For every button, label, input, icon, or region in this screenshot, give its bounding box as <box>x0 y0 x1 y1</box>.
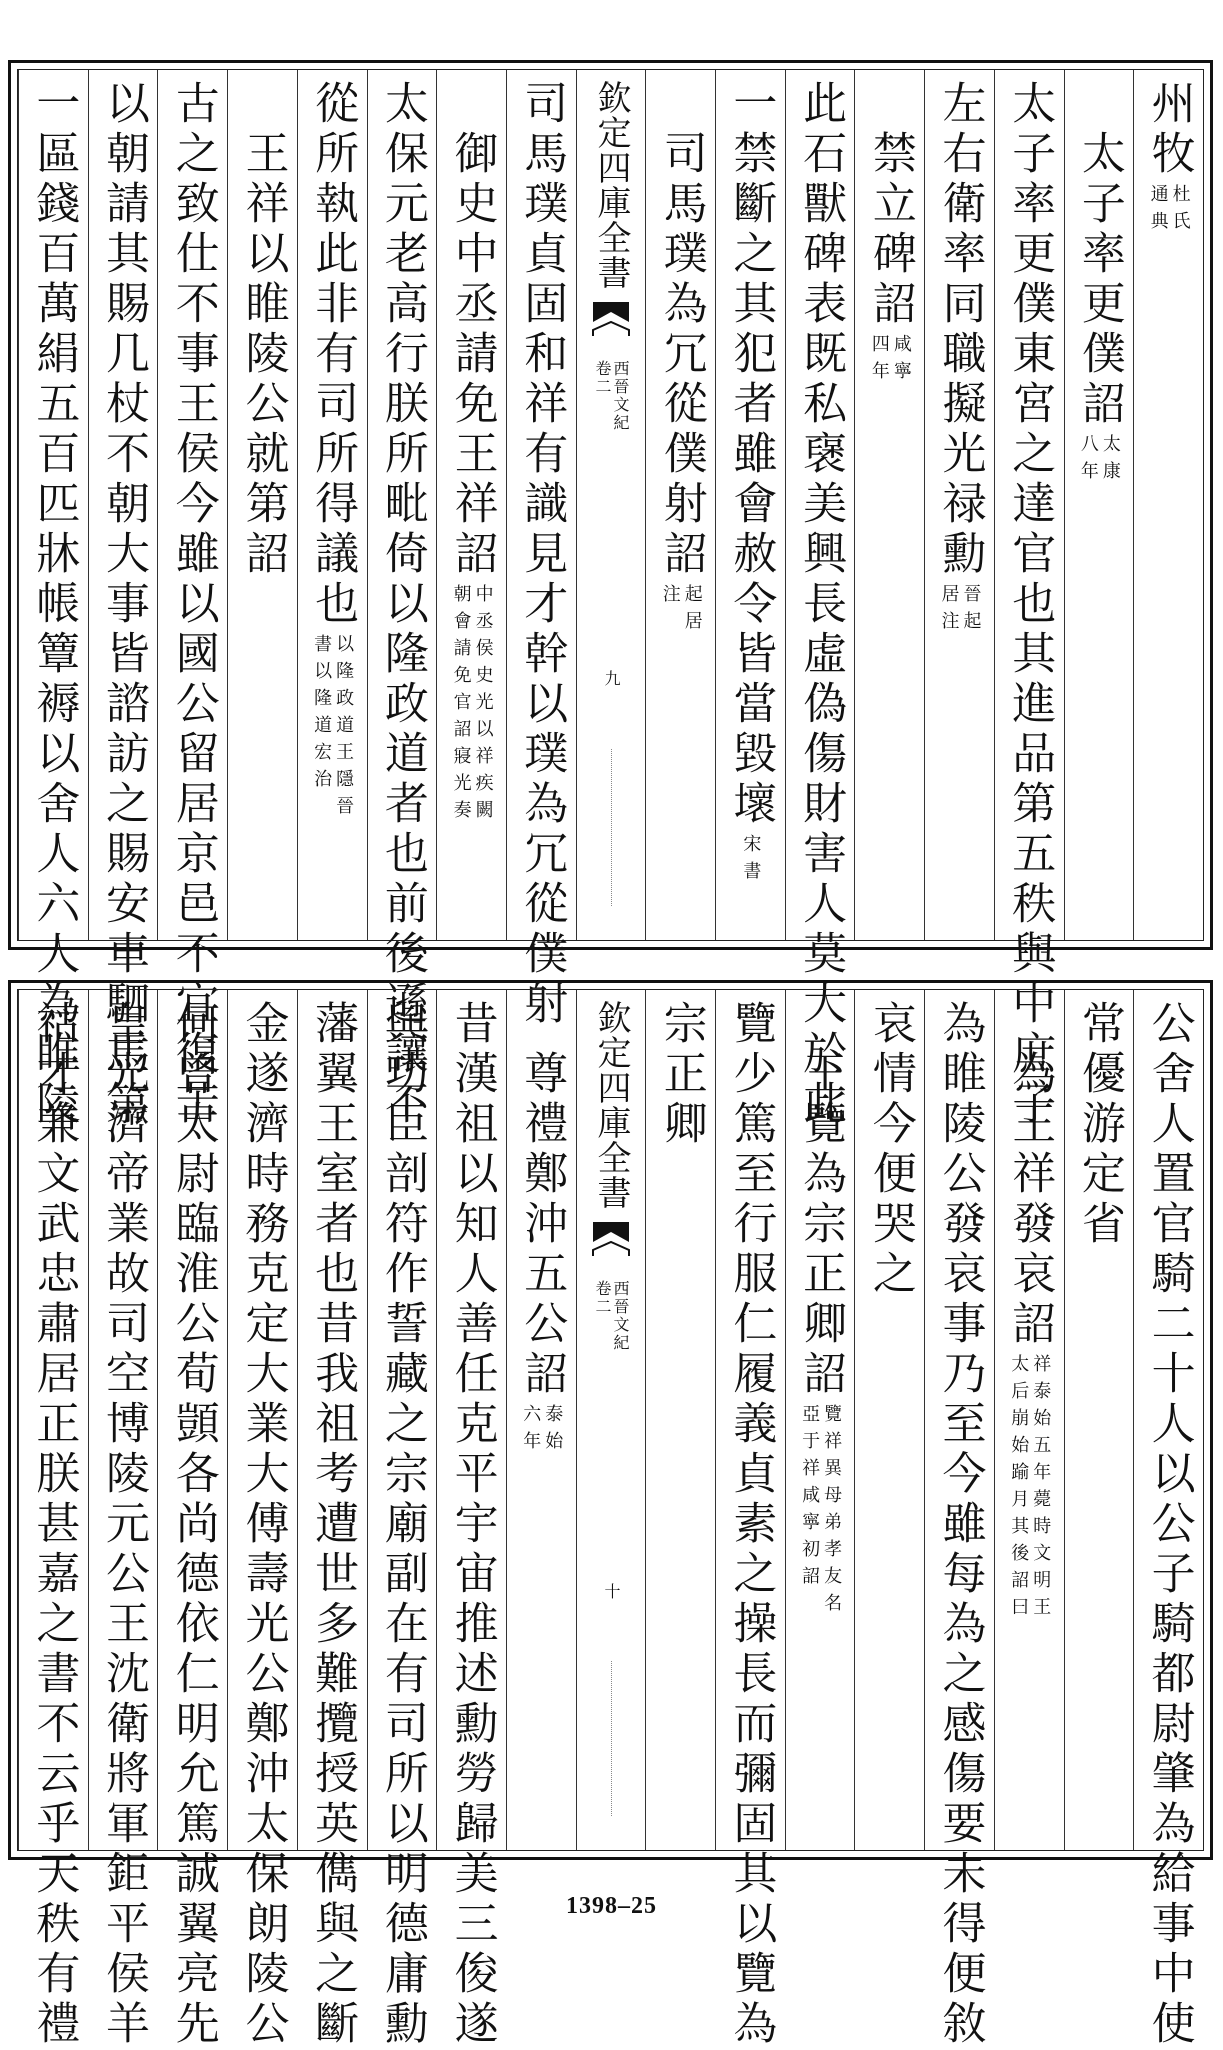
top-column-c6 <box>785 70 855 1130</box>
bottom-column-d5 <box>854 990 924 1850</box>
bottom-text-d3-note: 祥泰始五年薨時文明王 <box>1030 1354 1052 1624</box>
top-text-c3-main: 太子率更僕東宮之達官也其進品第五秩與中庶子 <box>1004 80 1056 1130</box>
top-text-c8-note: 注 <box>659 584 681 611</box>
bottom-column-d6 <box>785 990 855 1850</box>
bottom-column-d10 <box>436 990 506 2050</box>
bottom-text-d5-main: 哀情今便哭之 <box>864 1000 916 1300</box>
top-text-c2-main: 太子率更僕詔 <box>1073 130 1125 430</box>
top-column-c13 <box>227 70 297 940</box>
top-column-c16 <box>18 70 88 1130</box>
top-text-c5-note: 四年 <box>868 334 890 388</box>
top-column-c5 <box>854 70 924 940</box>
top-text-c7-main: 一禁斷之其犯者雖會赦令皆當毀壞 <box>725 80 777 830</box>
top-text-c11-main: 太保元老高行朕所毗倚以隆政道者也前後遜讓不 <box>376 80 428 1130</box>
bottom-column-d15 <box>88 990 158 2050</box>
top-text-c15-main: 以朝請其賜几杖不朝大事皆諮訪之賜安車駟馬第 <box>98 80 150 1130</box>
top-gutter-leaf-number: 九 <box>601 670 621 688</box>
top-text-c16-main: 一區錢百萬絹五百匹牀帳簟褥以舍人六人為睢陵 <box>28 80 80 1130</box>
bottom-gutter-line <box>611 1661 612 1816</box>
top-text-c4-main: 左右衛率同職擬光禄勳 <box>934 80 986 580</box>
top-column-c12 <box>297 70 367 940</box>
top-text-c7-note: 宋書 <box>740 834 762 888</box>
top-column-c2 <box>1064 70 1134 940</box>
bottom-gutter-book: 西晉文紀 <box>610 1280 630 1352</box>
top-text-c12-note: 以隆政道王隱晉 <box>333 634 355 823</box>
top-column-c4 <box>924 70 994 940</box>
bottom-text-d6-main: 王覽為宗正卿詔 <box>795 1050 847 1400</box>
bottom-text-d9-note: 泰始 <box>542 1404 564 1458</box>
bottom-text-d10-main: 昔漢祖以知人善任克平宇宙推述勳勞歸美三俊遂 <box>446 1000 498 2050</box>
top-text-c9-main: 司馬璞貞固和祥有識見才幹以璞為冗從僕射 <box>516 80 568 1030</box>
top-text-c1-note: 通典 <box>1147 184 1169 238</box>
top-column-c10 <box>436 70 506 940</box>
top-text-c4-note: 晉起 <box>960 584 982 638</box>
bottom-text-d7-main: 覽少篤至行服仁履義貞素之操長而彌固其以覽為 <box>725 1000 777 2050</box>
top-gutter-line <box>611 749 612 906</box>
top-column-c1 <box>1133 70 1203 940</box>
bottom-text-d15-main: 皇光濟帝業故司空博陵元公王沈衛將軍鉅平侯羊 <box>98 1000 150 2050</box>
bottom-fish-tail-mark-icon <box>591 1220 631 1258</box>
bottom-column-d16 <box>18 990 88 2050</box>
top-text-c13-main: 王祥以睢陵公就第詔 <box>237 130 289 580</box>
top-column-gutter <box>576 70 646 940</box>
top-text-c6-main: 此石獸碑表既私襃美興長虛偽傷財害人莫大於此 <box>795 80 847 1130</box>
top-text-c1-note: 杜氏 <box>1169 184 1191 238</box>
page-number: 1398–25 <box>566 1893 657 1919</box>
top-column-c3 <box>994 70 1064 1130</box>
bottom-column-d14 <box>157 990 227 2050</box>
bottom-column-d3 <box>994 990 1064 1850</box>
top-column-c14 <box>157 70 227 1130</box>
bottom-text-d8-main: 宗正卿 <box>655 1000 707 1150</box>
bottom-column-d9 <box>506 990 576 1850</box>
bottom-column-d4 <box>924 990 994 2050</box>
bottom-column-d11 <box>367 990 437 2050</box>
bottom-column-d8 <box>645 990 715 1850</box>
top-text-c10-main: 御史中丞請免王祥詔 <box>446 130 498 580</box>
bottom-text-d3-main: 為王祥發哀詔 <box>1004 1050 1056 1350</box>
top-text-c10-note: 中丞侯史光以祥疾闕 <box>472 584 494 827</box>
bottom-text-d4-main: 為睢陵公發哀事乃至今雖每為之感傷要未得便敘 <box>934 1000 986 2050</box>
top-gutter-volume: 卷二 <box>592 360 612 396</box>
top-text-c4-note: 居注 <box>938 584 960 638</box>
bottom-text-d2-main: 常優游定省 <box>1073 1000 1125 1250</box>
top-text-c5-note: 咸寧 <box>890 334 912 388</box>
bottom-text-d9-main: 尊禮鄭沖五公詔 <box>516 1050 568 1400</box>
top-gutter-book: 西晉文紀 <box>610 360 630 432</box>
top-text-c2-note: 太康 <box>1099 434 1121 488</box>
top-gutter-title: 欽定四庫全書 <box>590 80 631 290</box>
top-column-c9 <box>506 70 576 1030</box>
bottom-column-d7 <box>715 990 785 2050</box>
bottom-text-d12-main: 藩翼王室者也昔我祖考遭世多難攬授英儁與之斷 <box>307 1000 359 2050</box>
top-text-c8-note: 起居 <box>681 584 703 638</box>
top-column-c11 <box>367 70 437 1130</box>
bottom-column-d12 <box>297 990 367 2050</box>
top-text-c2-note: 八年 <box>1077 434 1099 488</box>
top-text-c14-main: 古之致仕不事王侯今雖以國公留居京邑不宜復苦 <box>167 80 219 1130</box>
bottom-text-d6-note: 覽祥異母弟孝友名 <box>821 1404 843 1620</box>
top-fish-tail-mark-icon <box>591 300 631 338</box>
top-column-c8 <box>645 70 715 940</box>
top-text-c12-main: 從所執此非有司所得議也 <box>307 80 359 630</box>
top-text-c1-main: 州牧 <box>1143 80 1195 180</box>
bottom-text-d6-note: 亞于祥咸寧初詔 <box>799 1404 821 1593</box>
bottom-text-d11-main: 與功臣剖符作誓藏之宗廟副在有司所以明德庸勳 <box>376 1000 428 2050</box>
bottom-text-d14-main: 何曾太尉臨淮公荀顗各尚德依仁明允篤誠翼亮先 <box>167 1000 219 2050</box>
bottom-text-d16-main: 祜才兼文武忠肅居正朕甚嘉之書不云乎天秩有禮 <box>28 1000 80 2050</box>
bottom-column-d1 <box>1133 990 1203 2050</box>
bottom-text-d9-note: 六年 <box>520 1404 542 1458</box>
bottom-text-d1-main: 公舍人置官騎二十人以公子騎都尉肇為給事中使 <box>1143 1000 1195 2050</box>
bottom-column-d2 <box>1064 990 1134 1850</box>
bottom-text-d3-note: 太后崩始踰月其後詔曰 <box>1008 1354 1030 1624</box>
top-text-c12-note: 書以隆道宏治 <box>311 634 333 796</box>
top-text-c5-main: 禁立碑詔 <box>864 130 916 330</box>
bottom-column-d13 <box>227 990 297 2050</box>
top-text-c8-main: 司馬璞為冗從僕射詔 <box>655 130 707 580</box>
top-column-c7 <box>715 70 785 940</box>
bottom-gutter-volume: 卷二 <box>592 1280 612 1316</box>
top-text-c10-note: 朝會請免官詔寢光奏 <box>450 584 472 827</box>
bottom-gutter-leaf-number: 十 <box>601 1583 621 1601</box>
bottom-column-gutter <box>576 990 646 1850</box>
top-column-c15 <box>88 70 158 1130</box>
bottom-gutter-title: 欽定四庫全書 <box>590 1000 631 1210</box>
bottom-text-d13-main: 金遂濟時務克定大業大傅壽光公鄭沖太保朗陵公 <box>237 1000 289 2050</box>
